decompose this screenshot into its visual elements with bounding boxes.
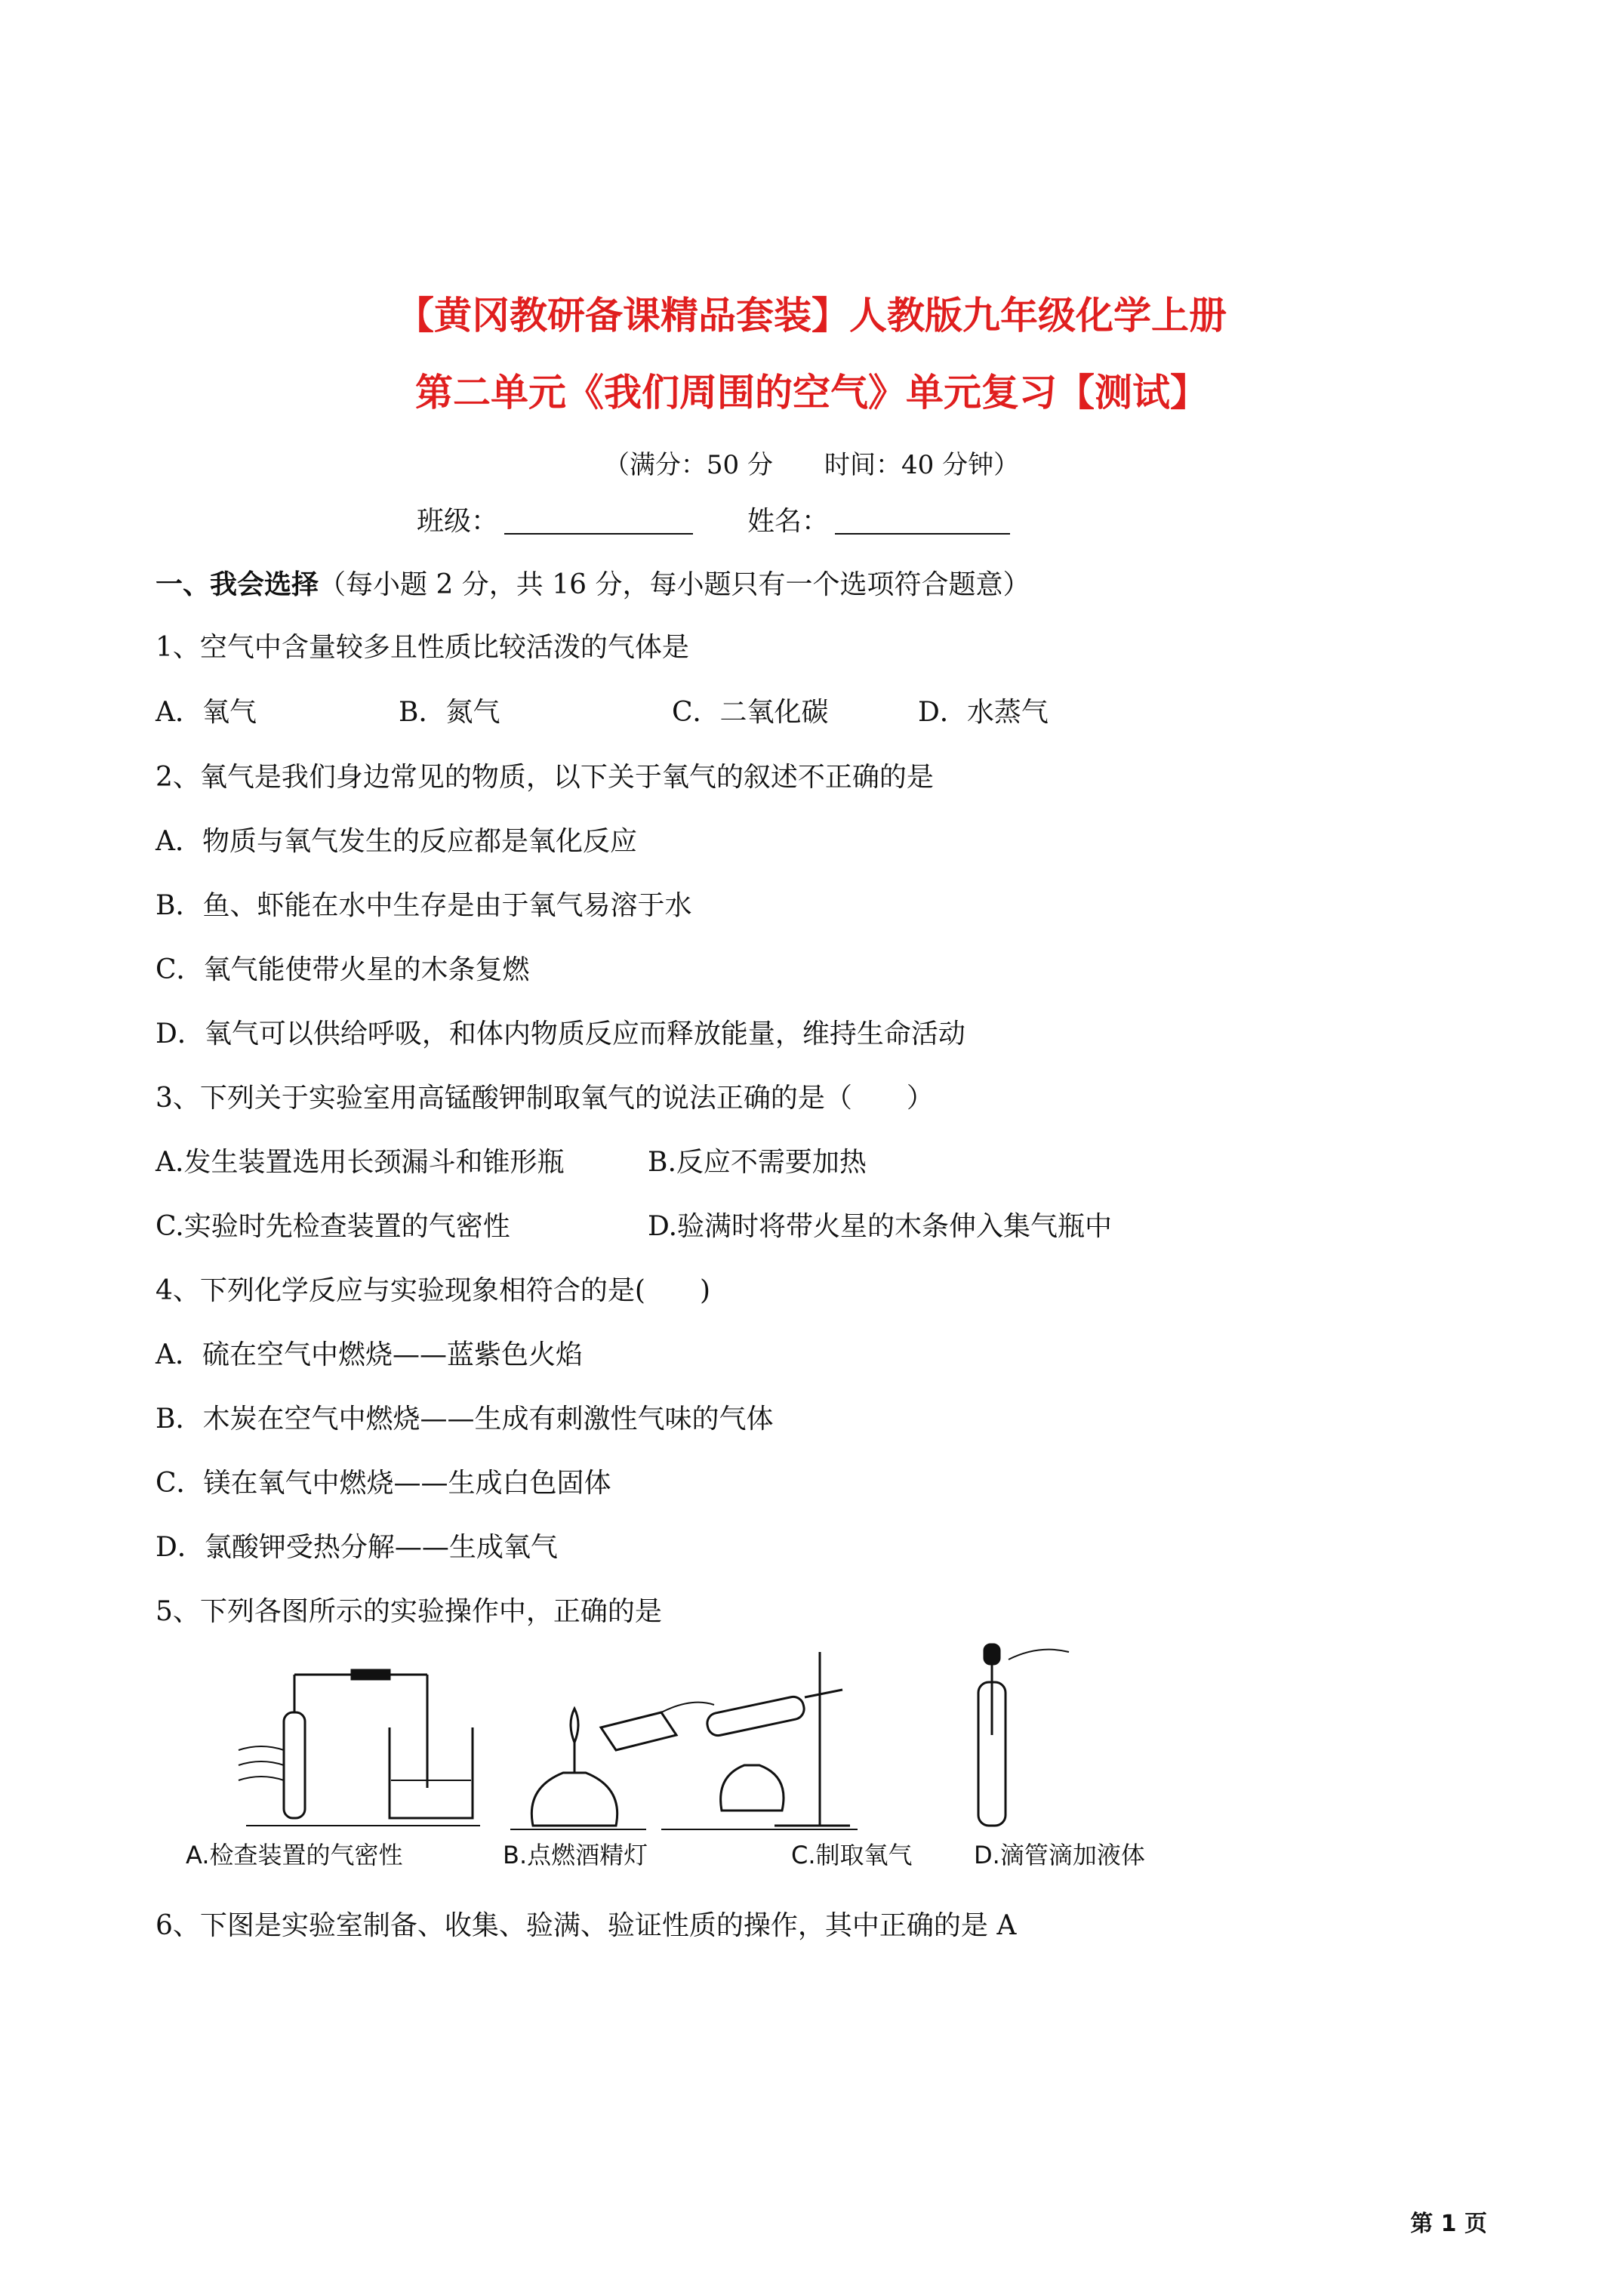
question-5-stem: 5、下列各图所示的实验操作中，正确的是	[156, 1596, 662, 1627]
q1-option-a: A．氧气	[156, 697, 257, 728]
q3-option-d: D.验满时将带火星的木条伸入集气瓶中	[648, 1211, 1113, 1242]
q3-option-c: C.实验时先检查装置的气密性	[156, 1211, 510, 1242]
exam-meta: （满分：50 分 时间：40 分钟）	[603, 450, 1020, 480]
caption-c: C.制取氧气	[791, 1841, 913, 1869]
title-line-1: 【黄冈教研备课精品套装】人教版九年级化学上册	[396, 294, 1227, 337]
lighting-alcohol-lamp-drawing	[510, 1703, 714, 1829]
caption-a: A.检查装置的气密性	[186, 1841, 403, 1869]
q4-option-b: B．木炭在空气中燃烧——生成有刺激性气味的气体	[156, 1404, 774, 1435]
q4-option-c: C．镁在氧气中燃烧——生成白色固体	[156, 1468, 611, 1499]
q3-option-b: B.反应不需要加热	[648, 1147, 867, 1178]
q2-option-c: C．氧气能使带火星的木条复燃	[156, 954, 530, 985]
q2-option-b: B．鱼、虾能在水中生存是由于氧气易溶于水	[156, 890, 692, 921]
question-1-stem: 1、空气中含量较多且性质比较活泼的气体是	[156, 632, 689, 663]
dropper-drawing	[978, 1644, 1069, 1826]
q3-option-a: A.发生装置选用长颈漏斗和锥形瓶	[156, 1147, 565, 1178]
q1-option-d: D．水蒸气	[918, 697, 1049, 728]
lab-operations-figure	[178, 1637, 1197, 1878]
question-6-stem: 6、下图是实验室制备、收集、验满、验证性质的操作，其中正确的是 A	[156, 1910, 1017, 1941]
question-4-stem: 4、下列化学反应与实验现象相符合的是( )	[156, 1275, 710, 1306]
q4-option-a: A．硫在空气中燃烧——蓝紫色火焰	[156, 1339, 583, 1370]
section-title: 一、我会选择	[156, 569, 319, 600]
caption-d: D.滴管滴加液体	[974, 1841, 1145, 1869]
oxygen-preparation-drawing	[661, 1652, 858, 1829]
q4-option-d: D．氯酸钾受热分解——生成氧气	[156, 1532, 558, 1563]
name-field	[747, 500, 1010, 538]
question-2-stem: 2、氧气是我们身边常见的物质，以下关于氧气的叙述不正确的是	[156, 762, 934, 793]
airtightness-check-drawing	[239, 1670, 480, 1826]
q2-option-a: A．物质与氧气发生的反应都是氧化反应	[156, 826, 637, 857]
name-blank[interactable]	[835, 506, 1010, 535]
q2-option-d: D．氧气可以供给呼吸，和体内物质反应而释放能量，维持生命活动	[156, 1019, 965, 1049]
q1-option-b: B．氮气	[399, 697, 500, 728]
q1-option-c: C．二氧化碳	[672, 697, 829, 728]
page-number: 第 1 页	[1410, 2211, 1487, 2237]
name-label: 姓名：	[747, 506, 830, 537]
class-blank[interactable]	[504, 506, 693, 535]
section-heading	[156, 568, 1030, 602]
question-3-stem: 3、下列关于实验室用高锰酸钾制取氧气的说法正确的是（ ）	[156, 1083, 934, 1114]
class-field	[417, 500, 693, 538]
class-label: 班级：	[417, 506, 499, 537]
title-line-2: 第二单元《我们周围的空气》单元复习【测试】	[415, 371, 1208, 415]
section-note: （每小题 2 分，共 16 分，每小题只有一个选项符合题意）	[319, 569, 1030, 600]
caption-b: B.点燃酒精灯	[503, 1841, 648, 1869]
